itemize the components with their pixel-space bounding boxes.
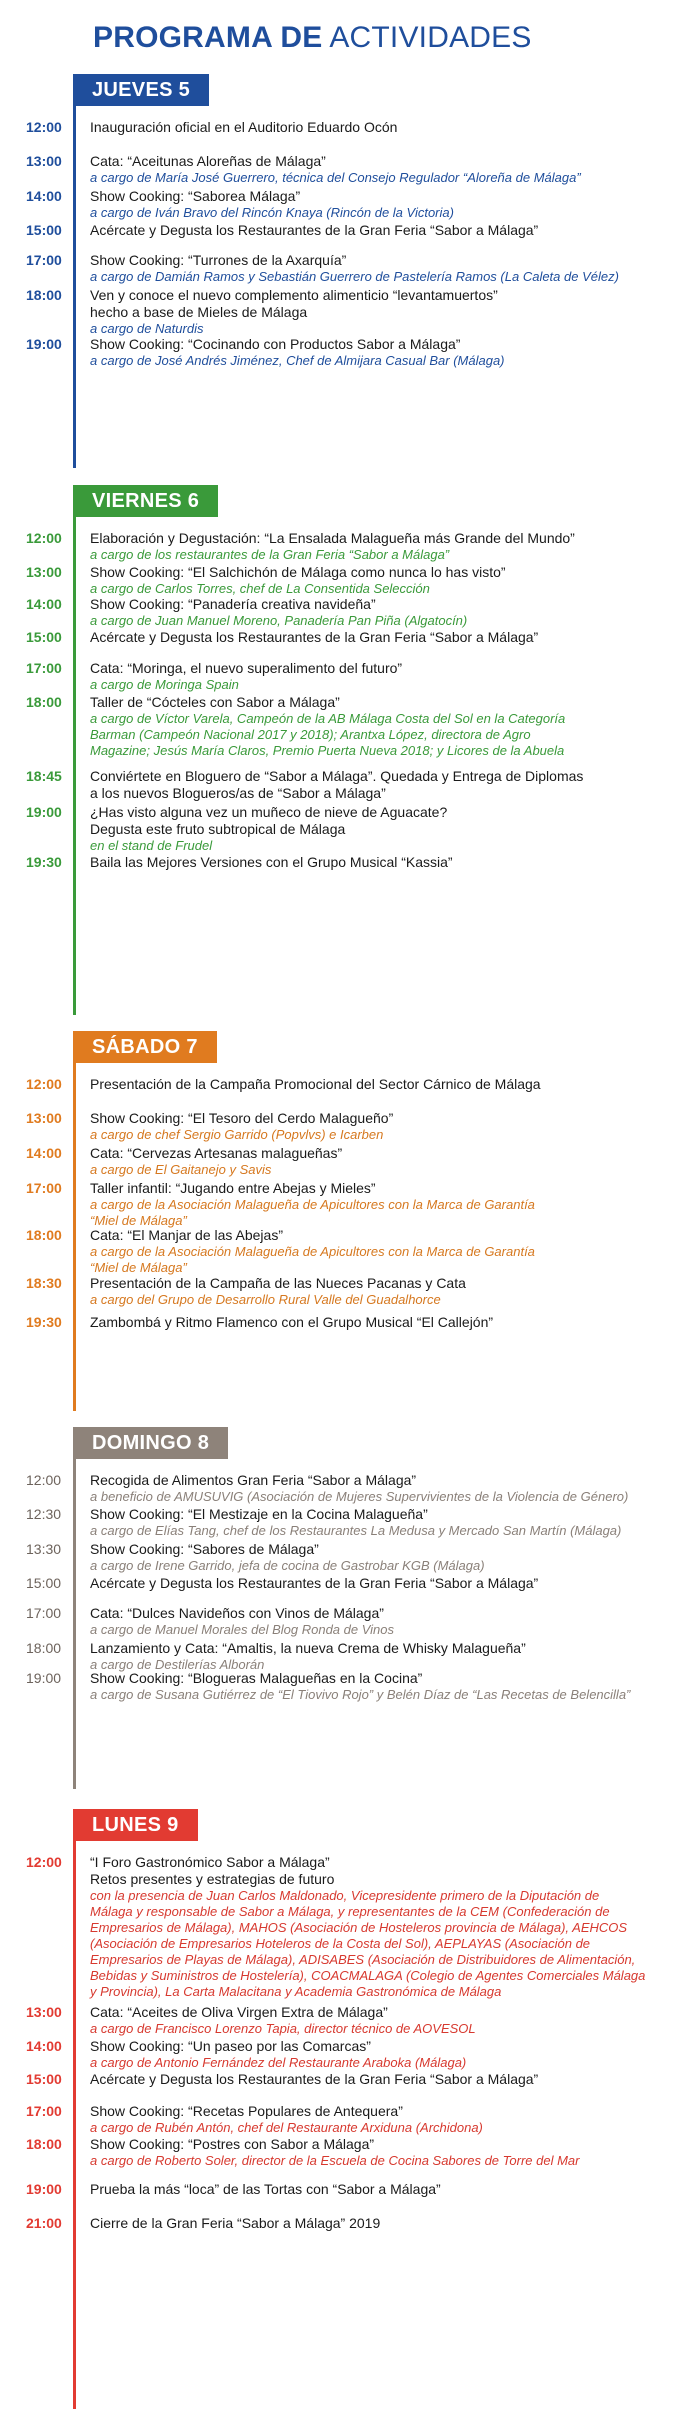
event-time: 12:00 bbox=[26, 119, 62, 135]
day-header-viernes: VIERNES 6 bbox=[73, 485, 218, 517]
event-time: 18:00 bbox=[26, 1227, 62, 1243]
event-content bbox=[90, 2103, 650, 2136]
event-title: Ven y conoce el nuevo complemento alimenticio “levantamuertos” hecho a base de Mieles de Málaga bbox=[90, 287, 498, 320]
event-title: Recogida de Alimentos Gran Feria “Sabor a Málaga” bbox=[90, 1472, 417, 1488]
event-title: Inauguración oficial en el Auditorio Eduardo Ocón bbox=[90, 119, 398, 135]
event-content bbox=[90, 629, 650, 646]
event-title: Zambombá y Ritmo Flamenco con el Grupo Musical “El Callejón” bbox=[90, 1314, 494, 1330]
event-title: Show Cooking: “Saborea Málaga” bbox=[90, 188, 301, 204]
event-time: 12:00 bbox=[26, 530, 62, 546]
event-content bbox=[90, 2071, 650, 2088]
event-title: Show Cooking: “El Mestizaje en la Cocina Malagueña” bbox=[90, 1506, 428, 1522]
event-subtitle: a cargo de Rubén Antón, chef del Restaurante Arxiduna (Archidona) bbox=[90, 2120, 483, 2135]
day-section-lunes bbox=[0, 1809, 680, 2409]
event-time: 19:30 bbox=[26, 854, 62, 870]
event-title: “I Foro Gastronómico Sabor a Málaga” Retos presentes y estrategias de futuro bbox=[90, 1854, 335, 1887]
event-title: Cata: “Cervezas Artesanas malagueñas” bbox=[90, 1145, 343, 1161]
event-time: 13:00 bbox=[26, 153, 62, 169]
event-time: 18:00 bbox=[26, 1640, 62, 1656]
page-title bbox=[93, 20, 532, 56]
event-content bbox=[90, 252, 650, 285]
event-time: 14:00 bbox=[26, 2038, 62, 2054]
event-content bbox=[90, 1275, 650, 1308]
event-title: Acércate y Degusta los Restaurantes de la Gran Feria “Sabor a Málaga” bbox=[90, 1575, 539, 1591]
day-header-sabado: SÁBADO 7 bbox=[73, 1031, 217, 1063]
event-subtitle: a cargo de Francisco Lorenzo Tapia, director técnico de AOVESOL bbox=[90, 2021, 476, 2036]
event-subtitle: a cargo de Antonio Fernández del Restaurante Araboka (Málaga) bbox=[90, 2055, 467, 2070]
event-content bbox=[90, 2004, 650, 2037]
event-subtitle: a cargo de Damián Ramos y Sebastián Guerrero de Pastelería Ramos (La Caleta de Vélez) bbox=[90, 269, 619, 284]
event-time: 18:00 bbox=[26, 2136, 62, 2152]
event-subtitle: a cargo de la Asociación Malagueña de Apicultores con la Marca de Garantía “Miel de Málaga” bbox=[90, 1197, 535, 1228]
event-title: Cata: “El Manjar de las Abejas” bbox=[90, 1227, 283, 1243]
event-title: Elaboración y Degustación: “La Ensalada Malagueña más Grande del Mundo” bbox=[90, 530, 575, 546]
event-content bbox=[90, 188, 650, 221]
event-subtitle: a cargo de Víctor Varela, Campeón de la AB Málaga Costa del Sol en la Categoría Barman (Campeón Nacional 2017 y 2018); Arantxa López, directora de Agro Magazine; Jesús María Claros, Premio Puerta Nueva 2018; y Licores de la Abuela bbox=[90, 711, 566, 758]
event-content bbox=[90, 1110, 650, 1143]
event-title: Lanzamiento y Cata: “Amaltis, la nueva Crema de Whisky Malagueña” bbox=[90, 1640, 526, 1656]
event-time: 12:00 bbox=[26, 1854, 62, 1870]
event-time: 19:30 bbox=[26, 1314, 62, 1330]
event-content bbox=[90, 222, 650, 239]
event-subtitle: con la presencia de Juan Carlos Maldonado, Vicepresidente primero de la Diputación de Málaga y responsable de Sabor a Málaga, y representantes de la CEM (Confederación de Empresarios de Málaga), MAHOS (Asociación de Hosteleros provincia de Málaga), AEHCOS (Asociación de Empresarios Hoteleros de la Costa del Sol), AEPLAYAS (Asociación de Empresarios de Playas de Málaga), ADISABES (Asociación de Distribuidores de Alimentación, Bebidas y Suministros de Hostelería), COACMALAGA (Colegio de Agentes Comerciales Málaga y Provincia), La Carta Malacitana y Academia Gastronómica de Málaga bbox=[90, 1888, 646, 1999]
event-time: 14:00 bbox=[26, 596, 62, 612]
event-time: 17:00 bbox=[26, 2103, 62, 2119]
event-content bbox=[90, 1854, 650, 2000]
event-time: 18:45 bbox=[26, 768, 62, 784]
event-title: Show Cooking: “Turrones de la Axarquía” bbox=[90, 252, 347, 268]
event-content bbox=[90, 1180, 650, 1229]
event-subtitle: a cargo de Susana Gutiérrez de “El Tiovivo Rojo” y Belén Díaz de “Las Recetas de Belencilla” bbox=[90, 1687, 631, 1702]
event-time: 19:00 bbox=[26, 2181, 62, 2197]
event-title: Taller infantil: “Jugando entre Abejas y Mieles” bbox=[90, 1180, 376, 1196]
event-content bbox=[90, 2181, 650, 2198]
event-time: 12:00 bbox=[26, 1472, 62, 1488]
event-subtitle: a cargo de los restaurantes de la Gran Feria “Sabor a Málaga” bbox=[90, 547, 450, 562]
timeline-line bbox=[73, 1459, 76, 1789]
event-subtitle: a cargo de Destilerías Alborán bbox=[90, 1657, 265, 1672]
event-content bbox=[90, 119, 650, 136]
event-time: 17:00 bbox=[26, 252, 62, 268]
event-title: Taller de “Cócteles con Sabor a Málaga” bbox=[90, 694, 340, 710]
event-content bbox=[90, 1472, 650, 1505]
event-content bbox=[90, 596, 650, 629]
page-title-light: ACTIVIDADES bbox=[329, 21, 532, 54]
event-time: 19:00 bbox=[26, 804, 62, 820]
event-content bbox=[90, 1145, 650, 1178]
event-title: Acércate y Degusta los Restaurantes de la Gran Feria “Sabor a Málaga” bbox=[90, 629, 539, 645]
event-content bbox=[90, 660, 650, 693]
event-time: 13:00 bbox=[26, 564, 62, 580]
event-content bbox=[90, 153, 650, 186]
event-time: 15:00 bbox=[26, 629, 62, 645]
event-time: 12:00 bbox=[26, 1076, 62, 1092]
event-content bbox=[90, 1076, 650, 1093]
event-subtitle: a cargo de Manuel Morales del Blog Ronda de Vinos bbox=[90, 1622, 395, 1637]
event-content bbox=[90, 1541, 650, 1574]
event-time: 15:00 bbox=[26, 2071, 62, 2087]
event-content bbox=[90, 1314, 650, 1331]
event-time: 19:00 bbox=[26, 336, 62, 352]
event-content bbox=[90, 2215, 650, 2232]
event-title: Show Cooking: “Recetas Populares de Antequera” bbox=[90, 2103, 403, 2119]
page-title-strong: PROGRAMA DE bbox=[93, 21, 323, 54]
event-title: Conviértete en Bloguero de “Sabor a Málaga”. Quedada y Entrega de Diplomas a los nuevos Blogueros/as de “Sabor a Málaga” bbox=[90, 768, 584, 801]
event-content bbox=[90, 768, 650, 802]
event-time: 18:00 bbox=[26, 694, 62, 710]
event-time: 18:00 bbox=[26, 287, 62, 303]
event-subtitle: a cargo de María José Guerrero, técnica del Consejo Regulador “Aloreña de Málaga” bbox=[90, 170, 581, 185]
event-title: Cierre de la Gran Feria “Sabor a Málaga” 2019 bbox=[90, 2215, 381, 2231]
event-time: 15:00 bbox=[26, 222, 62, 238]
timeline-line bbox=[73, 517, 76, 1015]
event-title: Prueba la más “loca” de las Tortas con “Sabor a Málaga” bbox=[90, 2181, 441, 2197]
event-title: Presentación de la Campaña Promocional del Sector Cárnico de Málaga bbox=[90, 1076, 541, 1092]
event-content bbox=[90, 854, 650, 871]
event-time: 18:30 bbox=[26, 1275, 62, 1291]
day-section-domingo bbox=[0, 1427, 680, 1789]
event-content bbox=[90, 530, 650, 563]
event-time: 14:00 bbox=[26, 188, 62, 204]
event-title: Show Cooking: “El Salchichón de Málaga como nunca lo has visto” bbox=[90, 564, 506, 580]
event-content bbox=[90, 2136, 650, 2169]
event-content bbox=[90, 336, 650, 369]
event-time: 21:00 bbox=[26, 2215, 62, 2231]
event-subtitle: a cargo de Naturdis bbox=[90, 321, 204, 336]
event-content bbox=[90, 1605, 650, 1638]
event-title: Show Cooking: “Postres con Sabor a Málaga” bbox=[90, 2136, 375, 2152]
event-title: Cata: “Aceites de Oliva Virgen Extra de Málaga” bbox=[90, 2004, 388, 2020]
event-title: Show Cooking: “Blogueras Malagueñas en la Cocina” bbox=[90, 1670, 423, 1686]
event-time: 13:30 bbox=[26, 1541, 62, 1557]
event-content bbox=[90, 2038, 650, 2071]
event-title: ¿Has visto alguna vez un muñeco de nieve de Aguacate? Degusta este fruto subtropical de Málaga bbox=[90, 804, 448, 837]
event-subtitle: a cargo de Moringa Spain bbox=[90, 677, 239, 692]
event-subtitle: a cargo de José Andrés Jiménez, Chef de Almijara Casual Bar (Málaga) bbox=[90, 353, 505, 368]
day-header-lunes: LUNES 9 bbox=[73, 1809, 198, 1841]
event-subtitle: a cargo de El Gaitanejo y Savis bbox=[90, 1162, 272, 1177]
event-subtitle: a cargo de Irene Garrido, jefa de cocina de Gastrobar KGB (Málaga) bbox=[90, 1558, 485, 1573]
event-title: Show Cooking: “Un paseo por las Comarcas” bbox=[90, 2038, 371, 2054]
event-title: Cata: “Aceitunas Aloreñas de Málaga” bbox=[90, 153, 326, 169]
event-title: Show Cooking: “Cocinando con Productos Sabor a Málaga” bbox=[90, 336, 461, 352]
event-time: 14:00 bbox=[26, 1145, 62, 1161]
timeline-line bbox=[73, 106, 76, 468]
event-subtitle: a cargo de la Asociación Malagueña de Apicultores con la Marca de Garantía “Miel de Málaga” bbox=[90, 1244, 535, 1275]
event-subtitle: en el stand de Frudel bbox=[90, 838, 213, 853]
event-content bbox=[90, 694, 650, 759]
event-subtitle: a cargo del Grupo de Desarrollo Rural Valle del Guadalhorce bbox=[90, 1292, 441, 1307]
event-title: Acércate y Degusta los Restaurantes de la Gran Feria “Sabor a Málaga” bbox=[90, 222, 539, 238]
event-content bbox=[90, 1575, 650, 1592]
event-time: 17:00 bbox=[26, 660, 62, 676]
event-time: 13:00 bbox=[26, 1110, 62, 1126]
timeline-line bbox=[73, 1063, 76, 1411]
event-subtitle: a cargo de Carlos Torres, chef de La Consentida Selección bbox=[90, 581, 430, 596]
event-content bbox=[90, 1640, 650, 1673]
day-header-domingo: DOMINGO 8 bbox=[73, 1427, 228, 1459]
event-time: 13:00 bbox=[26, 2004, 62, 2020]
event-title: Show Cooking: “Sabores de Málaga” bbox=[90, 1541, 319, 1557]
event-content bbox=[90, 1506, 650, 1539]
event-content bbox=[90, 287, 650, 337]
event-subtitle: a cargo de Elías Tang, chef de los Restaurantes La Medusa y Mercado San Martín (Málaga) bbox=[90, 1523, 622, 1538]
event-title: Show Cooking: “El Tesoro del Cerdo Malagueño” bbox=[90, 1110, 394, 1126]
event-title: Presentación de la Campaña de las Nueces Pacanas y Cata bbox=[90, 1275, 466, 1291]
event-time: 17:00 bbox=[26, 1605, 62, 1621]
event-content bbox=[90, 1670, 650, 1703]
event-time: 15:00 bbox=[26, 1575, 62, 1591]
day-section-viernes bbox=[0, 485, 680, 1015]
event-time: 17:00 bbox=[26, 1180, 62, 1196]
event-title: Acércate y Degusta los Restaurantes de la Gran Feria “Sabor a Málaga” bbox=[90, 2071, 539, 2087]
day-section-jueves bbox=[0, 74, 680, 468]
event-time: 19:00 bbox=[26, 1670, 62, 1686]
event-content bbox=[90, 564, 650, 597]
event-time: 12:30 bbox=[26, 1506, 62, 1522]
event-title: Show Cooking: “Panadería creativa navideña” bbox=[90, 596, 376, 612]
event-content bbox=[90, 804, 650, 854]
event-subtitle: a cargo de Roberto Soler, director de la Escuela de Cocina Sabores de Torre del Mar bbox=[90, 2153, 580, 2168]
event-subtitle: a cargo de Juan Manuel Moreno, Panadería Pan Piña (Algatocín) bbox=[90, 613, 468, 628]
event-title: Cata: “Moringa, el nuevo superalimento del futuro” bbox=[90, 660, 403, 676]
event-subtitle: a beneficio de AMUSUVIG (Asociación de Mujeres Supervivientes de la Violencia de Género) bbox=[90, 1489, 629, 1504]
event-subtitle: a cargo de chef Sergio Garrido (Popvlvs) e Icarben bbox=[90, 1127, 384, 1142]
event-subtitle: a cargo de Iván Bravo del Rincón Knaya (Rincón de la Victoria) bbox=[90, 205, 454, 220]
day-header-jueves: JUEVES 5 bbox=[73, 74, 209, 106]
event-title: Cata: “Dulces Navideños con Vinos de Málaga” bbox=[90, 1605, 384, 1621]
timeline-line bbox=[73, 1841, 76, 2409]
event-content bbox=[90, 1227, 650, 1276]
event-title: Baila las Mejores Versiones con el Grupo Musical “Kassia” bbox=[90, 854, 453, 870]
day-section-sabado bbox=[0, 1031, 680, 1411]
